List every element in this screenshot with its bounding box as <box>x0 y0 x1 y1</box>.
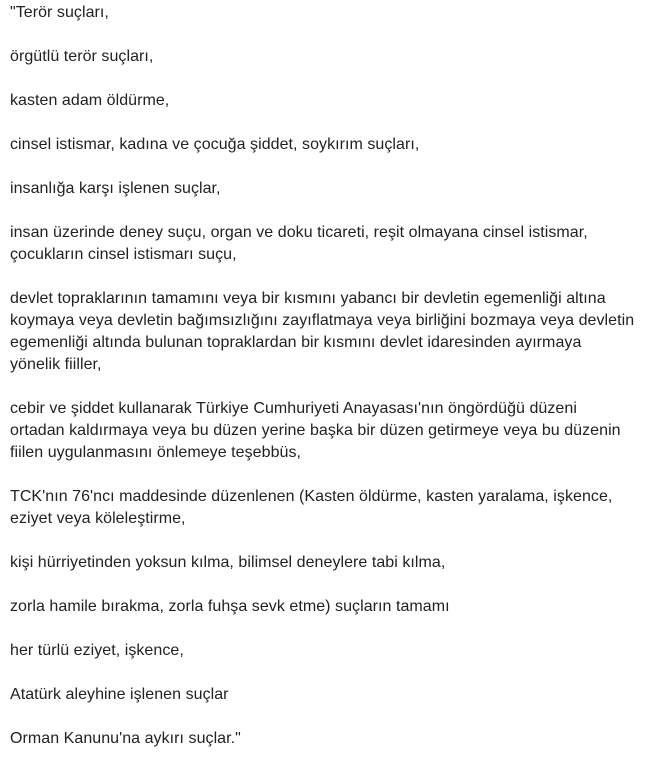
paragraph-1: "Terör suçları, <box>10 4 109 21</box>
paragraph-5: insanlığa karşı işlenen suçlar, <box>10 180 221 197</box>
paragraph-9: TCK'nın 76'ncı maddesinde düzenlenen (Kasten öldürme, kasten yaralama, işkence, eziyet veya köleleştirme, <box>10 488 613 527</box>
paragraph-10: kişi hürriyetinden yoksun kılma, bilimsel deneylere tabi kılma, <box>10 554 446 571</box>
paragraph-13: Atatürk aleyhine işlenen suçlar <box>10 686 229 703</box>
paragraph-3: kasten adam öldürme, <box>10 92 170 109</box>
paragraph-8: cebir ve şiddet kullanarak Türkiye Cumhuriyeti Anayasası'nın öngördüğü düzeni ortadan kaldırmaya veya bu düzen yerine başka bir düzen getirmeye veya bu düzenin fiilen uygulanmasını önlemeye teşebbüs, <box>10 400 621 461</box>
paragraph-7: devlet topraklarının tamamını veya bir kısmını yabancı bir devletin egemenliği altına koymaya veya devletin bağımsızlığını zayıflatmaya veya birliğini bozmaya veya devletin egemenliği altında bulunan topraklardan bir kısmını devlet idaresinden ayırmaya yönelik fiiller, <box>10 290 635 373</box>
paragraph-2: örgütlü terör suçları, <box>10 48 154 65</box>
paragraph-14: Orman Kanunu'na aykırı suçlar." <box>10 730 241 747</box>
paragraph-6: insan üzerinde deney suçu, organ ve doku ticareti, reşit olmayana cinsel istismar, çocukların cinsel istismarı suçu, <box>10 224 588 263</box>
paragraph-11: zorla hamile bırakma, zorla fuhşa sevk etme) suçların tamamı <box>10 598 450 615</box>
paragraph-4: cinsel istismar, kadına ve çocuğa şiddet, soykırım suçları, <box>10 136 420 153</box>
paragraph-12: her türlü eziyet, işkence, <box>10 642 184 659</box>
